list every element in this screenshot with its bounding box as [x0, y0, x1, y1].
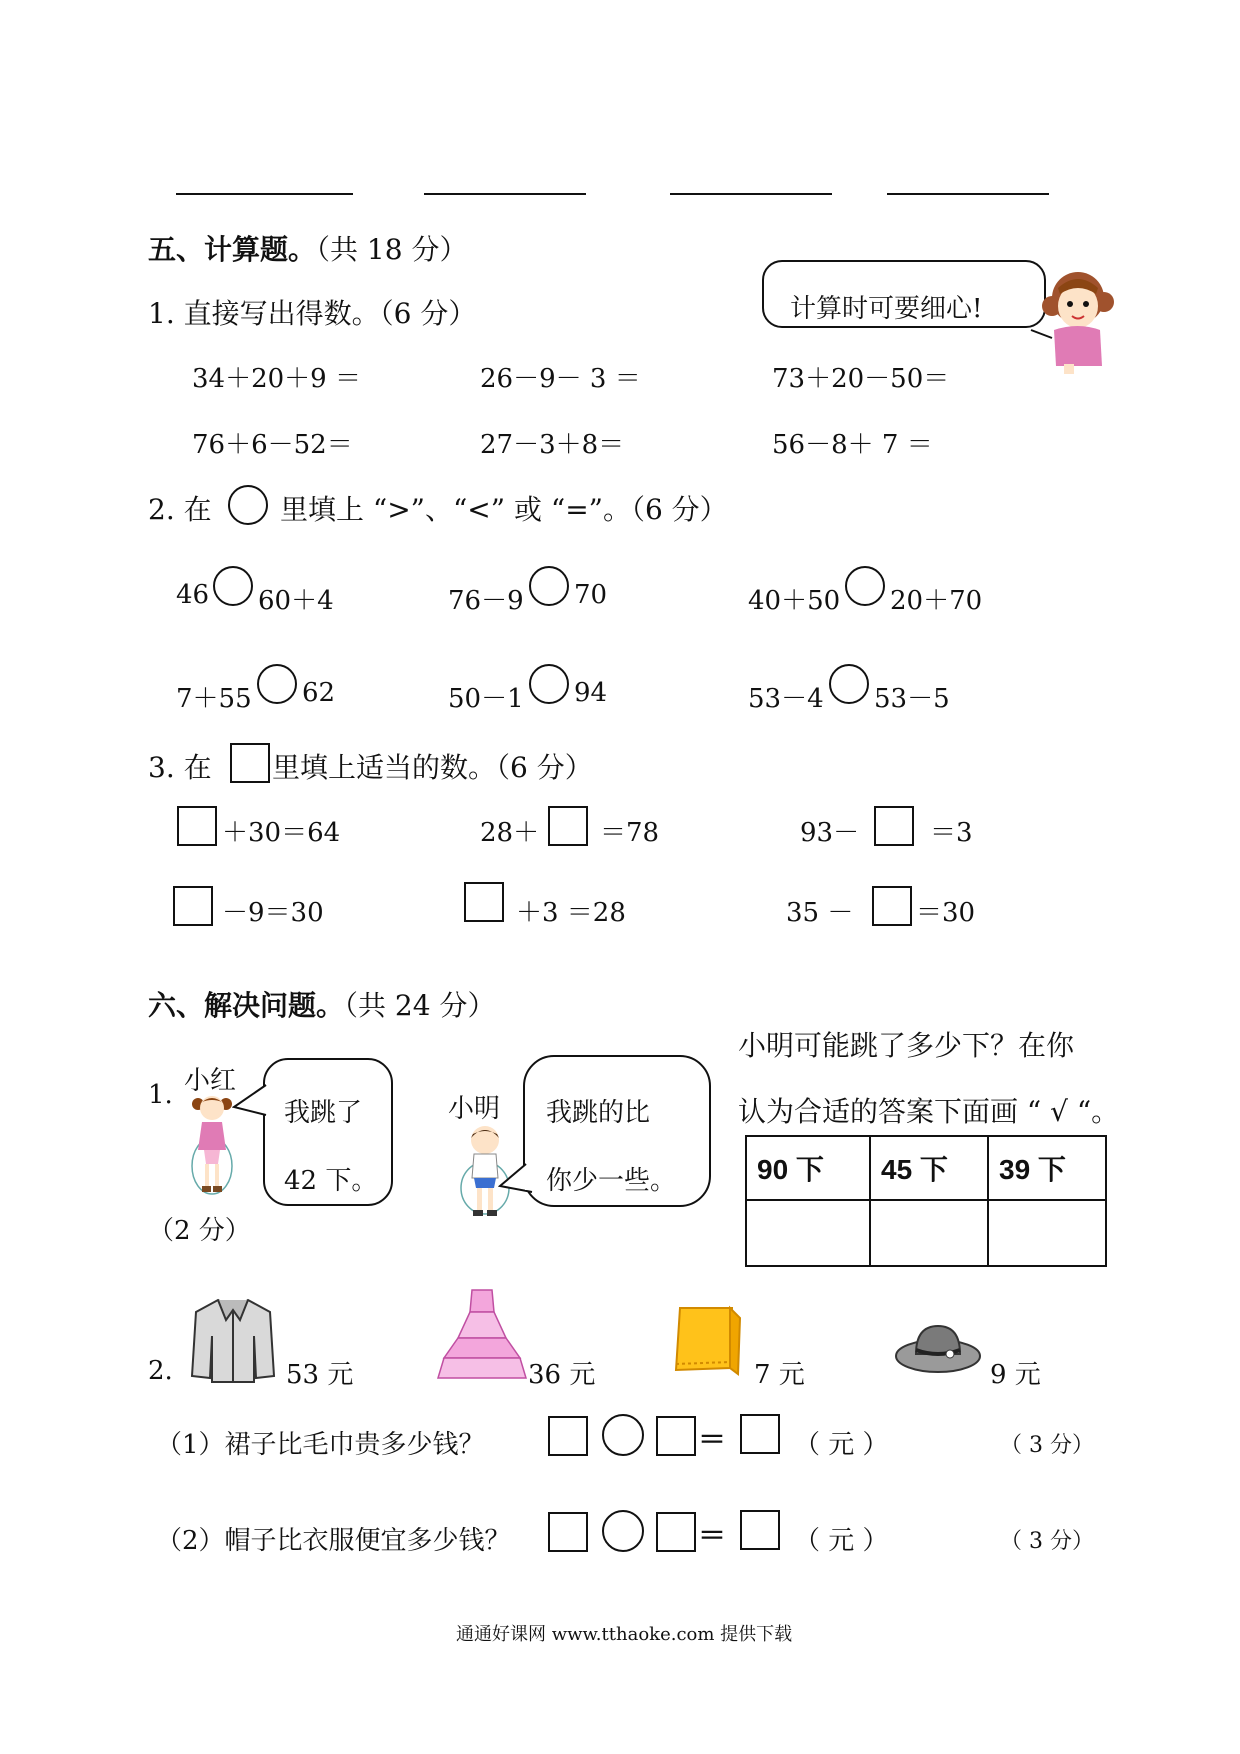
fill-box[interactable] [173, 886, 213, 926]
compare-right: 62 [302, 678, 336, 708]
xiaoming-speech-line2: 你少一些。 [546, 1166, 677, 1196]
q3-expression: ＝78 [600, 818, 660, 848]
answer-line [670, 193, 832, 195]
compare-right: 20＋70 [890, 586, 983, 616]
q3-expression: ＝30 [916, 898, 976, 928]
subq1-box-2[interactable] [656, 1416, 696, 1456]
q3-expression: －9＝30 [222, 898, 324, 928]
p1-number: 1. [148, 1080, 173, 1110]
q2-prefix: 2. 在 [148, 493, 212, 526]
subq1-equals: ＝ [698, 1423, 727, 1456]
option-90: 90 下 [746, 1136, 870, 1200]
q3-prefix: 3. 在 [148, 751, 212, 784]
q3-expression: ＋30＝64 [222, 818, 341, 848]
compare-circle[interactable] [529, 566, 569, 606]
section5-score: （共 18 分） [316, 233, 468, 266]
q1-item: 76＋6－52＝ [192, 430, 353, 460]
option-45: 45 下 [870, 1136, 988, 1200]
dress-icon [436, 1286, 528, 1382]
answer-line [887, 193, 1049, 195]
subq2-box-1[interactable] [548, 1512, 588, 1552]
subq2-result-box[interactable] [740, 1510, 780, 1550]
section6-score: （共 24 分） [344, 989, 496, 1022]
hat-icon [894, 1320, 982, 1376]
check-cell-45[interactable] [870, 1200, 988, 1266]
compare-circle[interactable] [529, 664, 569, 704]
subq2-box-2[interactable] [656, 1512, 696, 1552]
fill-box[interactable] [177, 806, 217, 846]
subq2-text: （2）帽子比衣服便宜多少钱？ [156, 1526, 511, 1556]
hat-price: 9 元 [990, 1360, 1041, 1390]
answer-options-table [745, 1135, 1107, 1267]
subq1-score: （ 3 分） [1000, 1433, 1094, 1458]
q1-title: 1. 直接写出得数。（6 分） [148, 297, 477, 330]
q1-item: 27－3＋8＝ [480, 430, 625, 460]
q3-expression: ＋3 ＝28 [516, 898, 626, 928]
compare-circle[interactable] [213, 566, 253, 606]
dress-price: 36 元 [528, 1360, 596, 1390]
fill-box[interactable] [872, 886, 912, 926]
section6-heading [148, 984, 495, 1024]
q3-example-box [230, 743, 270, 783]
subq2-unit: （ 元 ） [794, 1526, 889, 1556]
q3-expression: 35 － [786, 898, 854, 928]
reminder-speech-text: 计算时可要细心! [790, 294, 983, 324]
p1-score: （2 分） [148, 1216, 251, 1246]
compare-circle[interactable] [845, 566, 885, 606]
subq1-operator-circle[interactable] [602, 1414, 644, 1456]
check-cell-90[interactable] [746, 1200, 870, 1266]
check-cell-39[interactable] [988, 1200, 1106, 1266]
q2-example-circle [228, 485, 268, 525]
answer-line [176, 193, 353, 195]
compare-left: 50－1 [448, 684, 524, 714]
compare-circle[interactable] [829, 664, 869, 704]
compare-left: 53－4 [748, 684, 824, 714]
compare-left: 76－9 [448, 586, 524, 616]
q3-expression: 93－ [800, 818, 860, 848]
section6-title: 六、解决问题。 [148, 989, 345, 1022]
towel-price: 7 元 [754, 1360, 805, 1390]
xiaoming-name: 小明 [448, 1094, 501, 1124]
subq2-equals: ＝ [698, 1519, 727, 1552]
girl-icon [1030, 258, 1126, 376]
fill-box[interactable] [874, 806, 914, 846]
subq1-result-box[interactable] [740, 1414, 780, 1454]
compare-right: 53－5 [874, 684, 950, 714]
q1-item: 56－8＋ 7 ＝ [772, 430, 933, 460]
p1-question-line2: 认为合适的答案下面画 “ √ “。 [738, 1095, 1120, 1128]
subq1-text: （1）裙子比毛巾贵多少钱？ [156, 1430, 485, 1460]
answer-line [424, 193, 586, 195]
jacket-icon [190, 1296, 276, 1384]
q3-expression: ＝3 [930, 818, 973, 848]
towel-icon [672, 1304, 742, 1382]
xiaohong-speech-line2: 42 下。 [284, 1166, 378, 1196]
compare-circle[interactable] [257, 664, 297, 704]
subq2-score: （ 3 分） [1000, 1529, 1094, 1554]
section5-title: 五、计算题。 [148, 233, 317, 266]
compare-right: 94 [574, 678, 608, 708]
subq2-operator-circle[interactable] [602, 1510, 644, 1552]
compare-right: 70 [574, 580, 608, 610]
xiaohong-speech-line1: 我跳了 [284, 1098, 363, 1128]
option-39: 39 下 [988, 1136, 1106, 1200]
subq1-unit: （ 元 ） [794, 1430, 889, 1460]
section5-heading [148, 228, 467, 268]
q3-suffix: 里填上适当的数。（6 分） [272, 751, 593, 784]
jacket-price: 53 元 [286, 1360, 354, 1390]
compare-left: 40＋50 [748, 586, 841, 616]
p1-question-line1: 小明可能跳了多少下？在你 [738, 1029, 1075, 1062]
fill-box[interactable] [548, 806, 588, 846]
fill-box[interactable] [464, 882, 504, 922]
compare-right: 60＋4 [258, 586, 334, 616]
p2-number: 2. [148, 1356, 173, 1386]
footer-text: 通通好课网 www.tthaoke.com 提供下载 [456, 1624, 793, 1645]
q2-suffix: 里填上 “>”、“<” 或 “=”。（6 分） [280, 493, 728, 526]
q1-item: 73＋20－50＝ [772, 364, 950, 394]
compare-left: 7＋55 [176, 684, 252, 714]
q3-expression: 28＋ [480, 818, 540, 848]
q1-item: 34＋20＋9 ＝ [192, 364, 361, 394]
q1-item: 26－9－ 3 ＝ [480, 364, 641, 394]
compare-left: 46 [176, 580, 210, 610]
subq1-box-1[interactable] [548, 1416, 588, 1456]
xiaohong-name: 小红 [184, 1066, 237, 1096]
xiaoming-speech-line1: 我跳的比 [546, 1098, 651, 1128]
